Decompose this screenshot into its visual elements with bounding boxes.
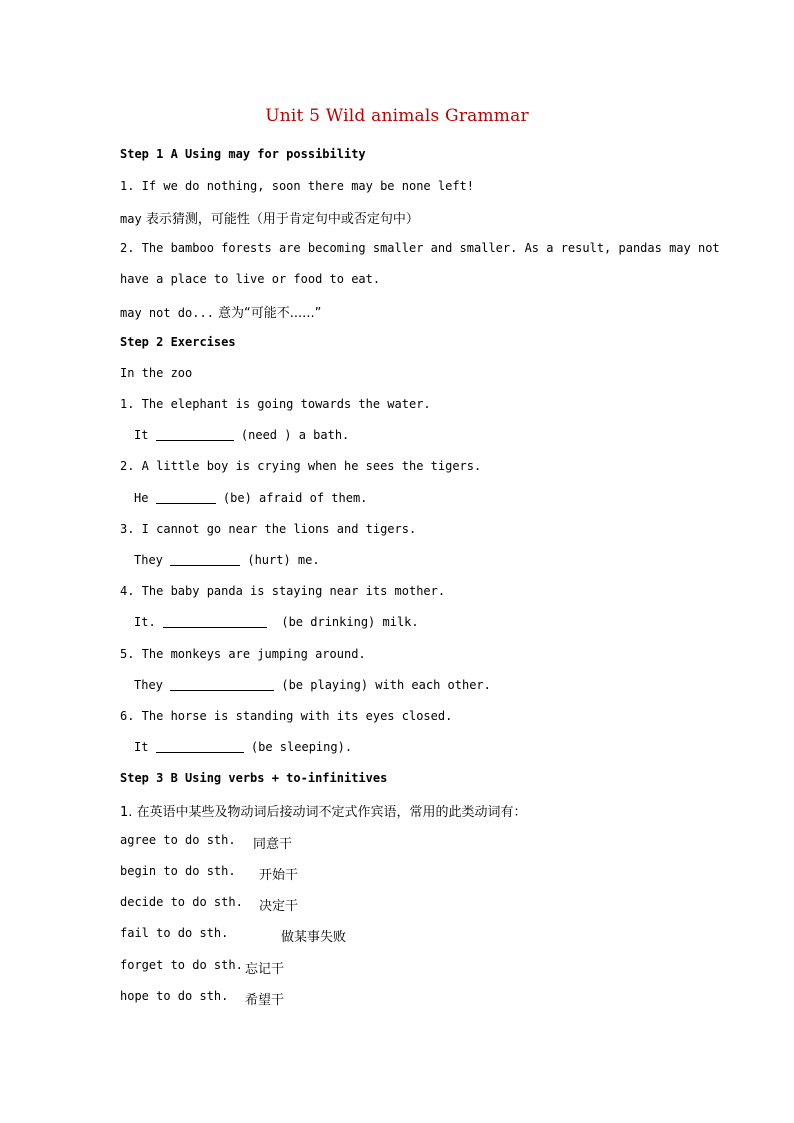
verb-phrase: hope to do sth. bbox=[120, 989, 229, 1003]
exercise-4-hint: (be drinking) milk. bbox=[266, 615, 419, 629]
verb-meaning: 开始干 bbox=[259, 868, 299, 883]
verb-meaning: 忘记干 bbox=[245, 962, 285, 977]
exercise-4-question: 4. The baby panda is staying near its mother. bbox=[120, 584, 446, 598]
verb-meaning: 做某事失败 bbox=[281, 930, 347, 945]
exercise-5-subject: They bbox=[134, 678, 171, 692]
step3-heading: Step 3 B Using verbs + to-infinitives bbox=[120, 771, 388, 785]
exercise-1-answer-line bbox=[134, 428, 349, 442]
exercise-3-blank[interactable] bbox=[170, 553, 240, 566]
verb-phrase: fail to do sth. bbox=[120, 926, 229, 940]
verb-meaning: 希望干 bbox=[245, 993, 285, 1008]
exercise-1-blank[interactable] bbox=[156, 428, 234, 441]
exercise-3-hint: (hurt) me. bbox=[240, 553, 320, 567]
exercise-6-answer-line bbox=[134, 740, 352, 754]
note-2-explanation: 意为“可能不......” bbox=[213, 306, 322, 321]
exercise-6-blank[interactable] bbox=[156, 740, 244, 753]
exercise-5-hint: (be playing) with each other. bbox=[274, 678, 491, 692]
verb-meaning: 决定干 bbox=[259, 899, 299, 914]
step2-subheading: In the zoo bbox=[120, 366, 193, 380]
step1-sentence-2a: 2. The bamboo forests are becoming smaller and smaller. As a result, pandas may not bbox=[120, 241, 720, 255]
exercise-6-subject: It bbox=[134, 740, 156, 754]
verb-phrase: begin to do sth. bbox=[120, 864, 236, 878]
exercise-2-question: 2. A little boy is crying when he sees the tigers. bbox=[120, 459, 482, 473]
step3-intro: 1. 在英语中某些及物动词后接动词不定式作宾语，常用的此类动词有： bbox=[120, 805, 527, 820]
step1-note-1 bbox=[120, 208, 419, 227]
exercise-3-question: 3. I cannot go near the lions and tigers. bbox=[120, 522, 417, 536]
exercise-3-answer-line bbox=[134, 553, 320, 567]
exercise-1-question: 1. The elephant is going towards the water. bbox=[120, 397, 431, 411]
exercise-4-blank[interactable] bbox=[163, 615, 267, 628]
note-2-term: may not do... bbox=[120, 306, 214, 320]
exercise-1-hint: (need ) a bath. bbox=[233, 428, 350, 442]
verb-phrase: decide to do sth. bbox=[120, 895, 243, 909]
exercise-4-answer-line bbox=[134, 615, 419, 629]
step1-sentence-2b: have a place to live or food to eat. bbox=[120, 272, 381, 286]
exercise-3-subject: They bbox=[134, 553, 171, 567]
verb-phrase: agree to do sth. bbox=[120, 833, 236, 847]
exercise-2-hint: (be) afraid of them. bbox=[215, 491, 368, 505]
verb-item-begin bbox=[120, 864, 299, 883]
verb-item-forget bbox=[120, 958, 285, 977]
verb-phrase: forget to do sth. bbox=[120, 958, 243, 972]
note-1-explanation: 表示猜测，可能性（用于肯定句中或否定句中） bbox=[141, 212, 419, 227]
exercise-4-subject: It. bbox=[134, 615, 163, 629]
step1-note-2 bbox=[120, 302, 321, 321]
note-1-term: may bbox=[120, 212, 142, 226]
verb-item-fail bbox=[120, 926, 347, 945]
page-title: Unit 5 Wild animals Grammar bbox=[265, 106, 529, 126]
exercise-5-blank[interactable] bbox=[170, 678, 274, 691]
exercise-2-answer-line bbox=[134, 491, 367, 505]
exercise-5-question: 5. The monkeys are jumping around. bbox=[120, 647, 366, 661]
verb-item-decide bbox=[120, 895, 299, 914]
exercise-2-blank[interactable] bbox=[156, 491, 216, 504]
step1-heading: Step 1 A Using may for possibility bbox=[120, 147, 366, 161]
exercise-5-answer-line bbox=[134, 678, 491, 692]
exercise-1-subject: It bbox=[134, 428, 156, 442]
exercise-6-hint: (be sleeping). bbox=[243, 740, 353, 754]
verb-item-hope bbox=[120, 989, 285, 1008]
exercise-2-subject: He bbox=[134, 491, 156, 505]
step1-sentence-1: 1. If we do nothing, soon there may be none left! bbox=[120, 179, 475, 193]
verb-meaning: 同意干 bbox=[253, 837, 293, 852]
exercise-6-question: 6. The horse is standing with its eyes closed. bbox=[120, 709, 453, 723]
step2-heading: Step 2 Exercises bbox=[120, 335, 236, 349]
verb-item-agree bbox=[120, 833, 293, 852]
